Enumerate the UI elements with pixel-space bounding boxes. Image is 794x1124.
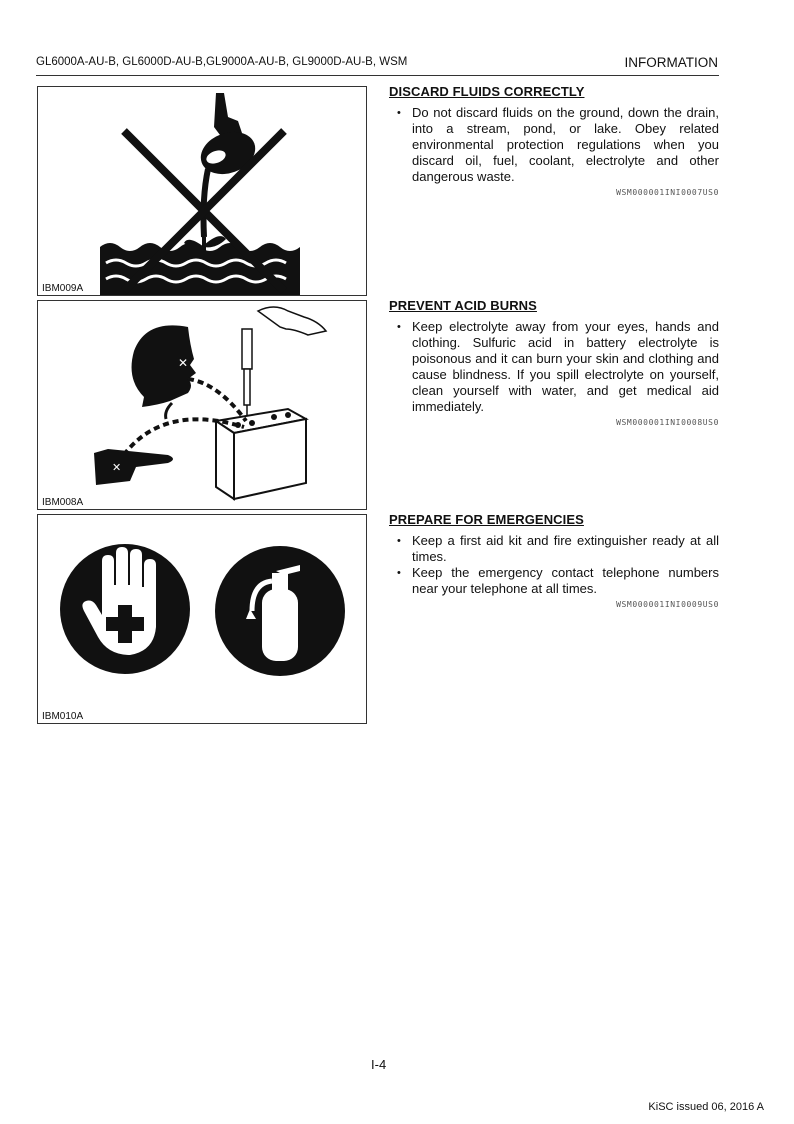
figure-caption: IBM010A bbox=[42, 711, 84, 722]
bullet-list bbox=[389, 105, 719, 185]
header-model-list: GL6000A-AU-B, GL6000D-AU-B,GL9000A-AU-B, GL9000D-AU-B, WSM bbox=[36, 56, 408, 68]
footer-issue-note: KiSC issued 06, 2016 A bbox=[648, 1101, 764, 1113]
no-dumping-fluids-icon bbox=[38, 87, 366, 295]
bullet-list bbox=[389, 533, 719, 597]
svg-text:✕: ✕ bbox=[112, 461, 122, 474]
section-title: DISCARD FLUIDS CORRECTLY bbox=[389, 84, 585, 99]
page-number: I-4 bbox=[371, 1057, 387, 1072]
section-emergencies bbox=[389, 512, 719, 609]
document-code: WSM000001INI0007US0 bbox=[616, 188, 719, 197]
header-rule bbox=[36, 75, 719, 76]
section-title: PREVENT ACID BURNS bbox=[389, 298, 537, 313]
bullet-item: • Keep a first aid kit and fire extinguisher ready at all times. bbox=[389, 533, 719, 565]
figure-discard-fluids bbox=[37, 86, 367, 296]
figure-emergencies bbox=[37, 514, 367, 724]
first-aid-and-fire-extinguisher-icon bbox=[38, 515, 366, 723]
bullet-item: • Keep the emergency contact telephone numbers near your telephone at all times. bbox=[389, 565, 719, 597]
header-section-title: INFORMATION bbox=[624, 55, 718, 70]
section-discard-fluids bbox=[389, 84, 719, 197]
acid-burn-hazard-icon bbox=[38, 301, 366, 509]
figure-acid-burns bbox=[37, 300, 367, 510]
section-title: PREPARE FOR EMERGENCIES bbox=[389, 512, 584, 527]
figure-caption: IBM008A bbox=[42, 497, 84, 508]
document-code: WSM000001INI0008US0 bbox=[616, 418, 719, 427]
bullet-list bbox=[389, 319, 719, 415]
document-code: WSM000001INI0009US0 bbox=[616, 600, 719, 609]
figure-caption: IBM009A bbox=[42, 283, 84, 294]
svg-text:✕: ✕ bbox=[178, 356, 189, 370]
bullet-item: • Do not discard fluids on the ground, down the drain, into a stream, pond, or lake. Obey related environmental protection regulations when you discard oil, fuel, coolant, electrolyte and other dangerous waste. bbox=[389, 105, 719, 185]
section-acid-burns bbox=[389, 298, 719, 427]
bullet-item: • Keep electrolyte away from your eyes, hands and clothing. Sulfuric acid in battery electrolyte is poisonous and it can burn your skin and clothing and cause blindness. If you spill electrolyte on yourself, clean yourself with water, and get medical aid immediately. bbox=[389, 319, 719, 415]
